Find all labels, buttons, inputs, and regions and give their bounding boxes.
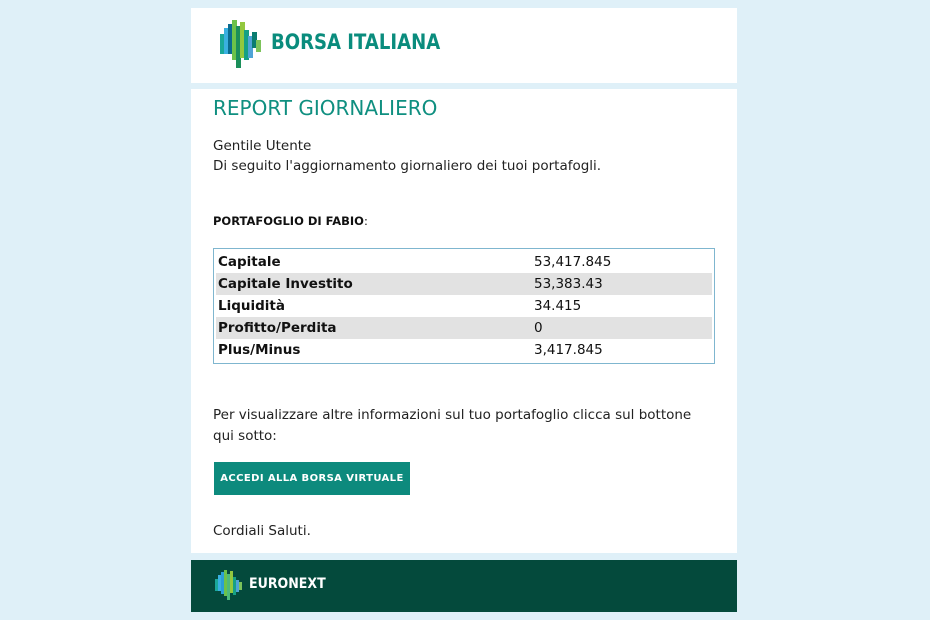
row-value: 0 xyxy=(532,317,712,339)
page-title: REPORT GIORNALIERO xyxy=(213,96,438,120)
brand-name: BORSA ITALIANA xyxy=(271,30,441,54)
more-info-text: Per visualizzare altre informazioni sul tuo portafoglio clicca sul bottone qui sotto: xyxy=(213,407,692,444)
portfolio-heading-suffix: : xyxy=(363,214,368,228)
row-label: Profitto/Perdita xyxy=(216,317,532,339)
portfolio-heading xyxy=(213,214,368,228)
table-row xyxy=(216,339,712,361)
signoff-text: Cordiali Saluti. xyxy=(213,523,311,539)
row-value: 53,383.43 xyxy=(532,273,712,295)
access-virtual-exchange-button[interactable]: ACCEDI ALLA BORSA VIRTUALE xyxy=(214,462,410,495)
row-label: Capitale xyxy=(218,254,281,270)
row-value: 3,417.845 xyxy=(534,342,603,358)
greeting-text: Gentile Utente xyxy=(213,138,312,154)
portfolio-summary-table xyxy=(213,248,715,364)
row-value: 34.415 xyxy=(534,298,582,314)
table-row xyxy=(216,273,712,295)
intro-text: Di seguito l'aggiornamento giornaliero dei tuoi portafogli. xyxy=(213,158,602,174)
footer-brand-name: EURONEXT xyxy=(249,576,326,592)
table-row xyxy=(216,295,712,317)
row-value: 53,417.845 xyxy=(534,254,612,270)
row-label: Liquidità xyxy=(218,298,285,314)
email-container xyxy=(191,8,737,612)
row-label: Capitale Investito xyxy=(216,273,532,295)
table-row xyxy=(216,317,712,339)
email-footer xyxy=(191,560,737,612)
borsa-italiana-logo-icon xyxy=(220,20,262,68)
euronext-logo-icon xyxy=(215,570,242,600)
email-body xyxy=(191,89,737,553)
portfolio-name: PORTAFOGLIO DI FABIO xyxy=(213,214,364,228)
table-row xyxy=(216,251,712,273)
email-header xyxy=(191,8,737,83)
row-label: Plus/Minus xyxy=(218,342,301,358)
